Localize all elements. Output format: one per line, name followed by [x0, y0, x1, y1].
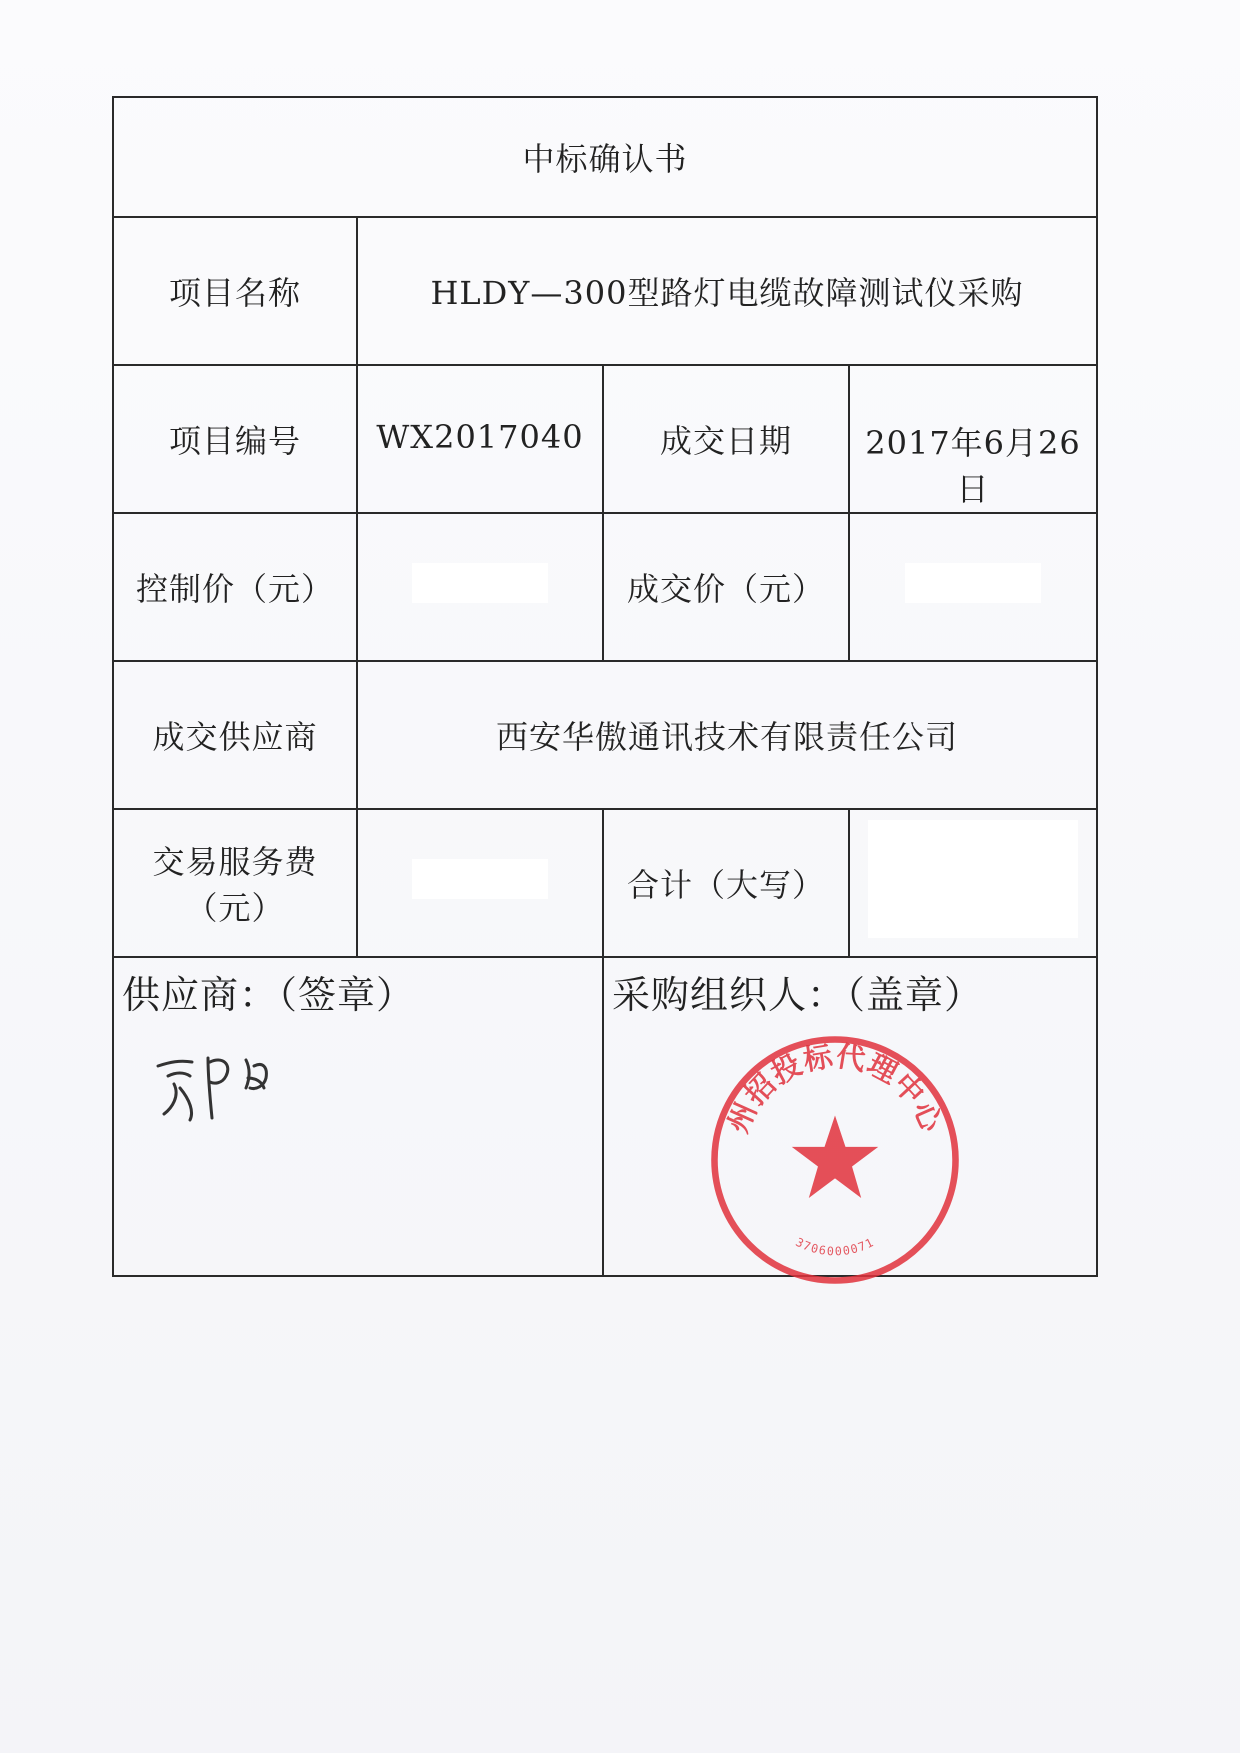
supplier-sign-label: 供应商：（签章）: [122, 973, 416, 1017]
deal-date-value: 2017年6月26日: [849, 365, 1097, 513]
official-stamp-icon: [704, 1029, 966, 1291]
control-price-label: 控制价（元）: [113, 513, 357, 661]
control-price-value: [357, 513, 603, 661]
deal-price-label: 成交价（元）: [603, 513, 849, 661]
service-fee-label: [113, 809, 357, 957]
service-fee-label-line2: （元）: [185, 889, 285, 927]
document-title: 中标确认书: [113, 97, 1097, 217]
handwritten-signature-icon: [150, 1038, 300, 1128]
project-name-label: 项目名称: [113, 217, 357, 365]
service-fee-value: [357, 809, 603, 957]
deal-date-label: 成交日期: [603, 365, 849, 513]
organizer-sign-cell: [603, 957, 1097, 1276]
redaction-box: [412, 859, 548, 899]
supplier-value: 西安华傲通讯技术有限责任公司: [357, 661, 1097, 809]
stamp-area: [604, 1025, 1096, 1275]
deal-price-value: [849, 513, 1097, 661]
service-fee-label-line1: 交易服务费: [152, 843, 318, 881]
total-label: 合计（大写）: [603, 809, 849, 957]
redaction-box: [905, 563, 1041, 603]
project-number-label: 项目编号: [113, 365, 357, 513]
redaction-box: [868, 820, 1078, 938]
project-name-value: HLDY—300型路灯电缆故障测试仪采购: [357, 217, 1097, 365]
stamp-number: 3706000071: [793, 1234, 877, 1259]
supplier-label: 成交供应商: [113, 661, 357, 809]
total-value: [849, 809, 1097, 957]
svg-text:3706000071: [793, 1235, 876, 1259]
project-number-value: WX2017040: [357, 365, 603, 513]
stamp-text: 州招投标代理中心: [720, 1038, 950, 1138]
redaction-box: [412, 563, 548, 603]
organizer-sign-label: 采购组织人：（盖章）: [612, 973, 984, 1017]
